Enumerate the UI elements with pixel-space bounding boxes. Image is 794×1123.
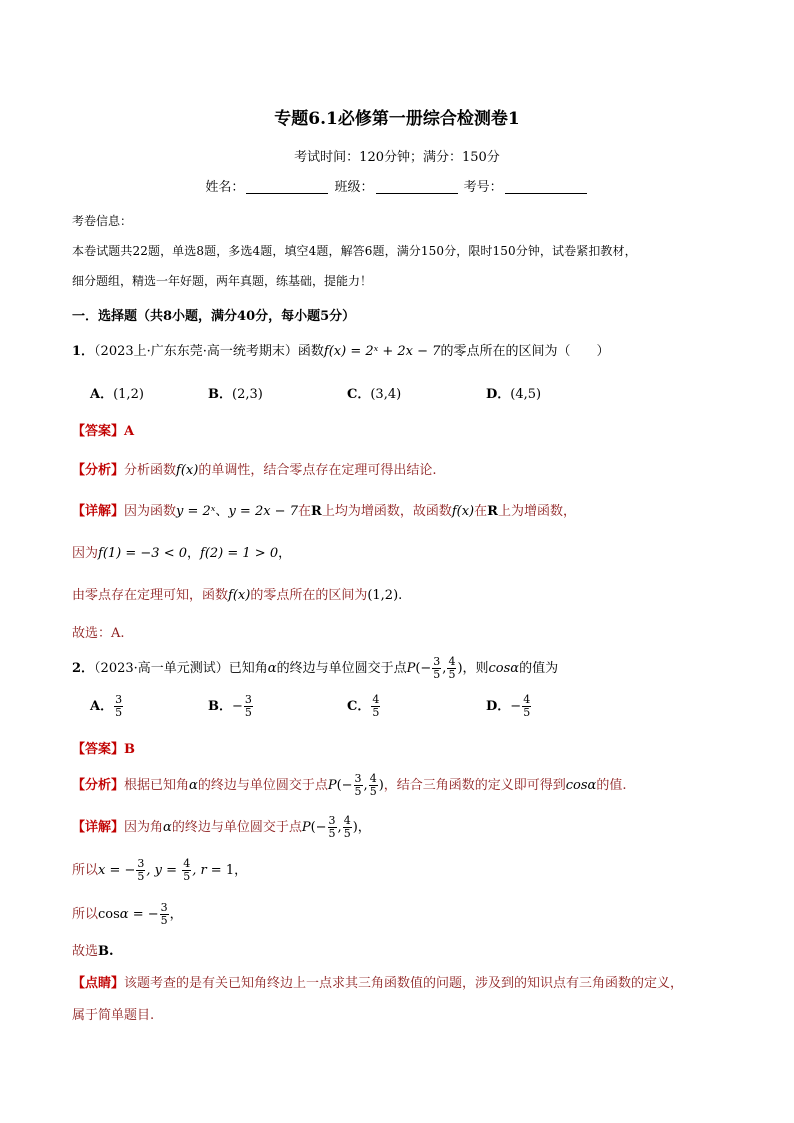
analysis-text: 分析函数	[124, 463, 177, 478]
analysis-tag: 【分析】	[72, 778, 125, 793]
analysis-tag: 【分析】	[72, 463, 125, 478]
math-fx: f(x)	[451, 504, 475, 519]
detail-text: 因为	[72, 546, 99, 561]
question-2-source: （2023·高一单元测试）	[94, 661, 229, 676]
question-2-stem: 已知角	[228, 661, 268, 676]
option-fraction	[244, 694, 253, 719]
q1-option-a[interactable]	[90, 383, 144, 402]
math-fx: f(x)	[176, 463, 199, 478]
info-line-2: 细分题组，精选一年好题，两年真题，练基础，提能力！	[72, 274, 373, 288]
numerator: 4	[372, 693, 380, 706]
math-expr: y = 2ˣ	[176, 504, 216, 519]
detail-text: 上为增函数，	[497, 504, 576, 519]
math-point: P	[327, 778, 337, 793]
choose-text: 故选	[72, 944, 99, 959]
info-heading: 考卷信息：	[72, 214, 133, 228]
option-value: (3,4)	[370, 387, 402, 402]
student-info-row	[0, 176, 794, 195]
point-coords: (− $\frac{3}{5}$ , $\frac{4}{5}$ )	[310, 814, 358, 840]
detail-text: 在	[474, 504, 488, 519]
math-cos: cosα	[488, 661, 520, 676]
separator: 、	[215, 504, 229, 519]
number-label: 考号：	[463, 180, 503, 195]
option-value: (2,3)	[232, 387, 263, 402]
comment-tag: 【点睛】	[72, 976, 125, 991]
q2-choose	[72, 940, 114, 959]
question-2-stem: 的终边与单位圆交于点	[276, 661, 407, 676]
detail-text: 在	[297, 504, 311, 519]
question-1-stem-b: 的零点所在的区间为（ ）	[440, 344, 610, 359]
q2-comment-line-2: 属于简单题目.	[72, 1008, 155, 1023]
class-label: 班级：	[334, 180, 374, 195]
denominator: 5	[115, 706, 123, 719]
option-label: D．	[486, 699, 511, 714]
q2-so-line-1: 所以x = − $\frac{3}{5}$ , y = $\frac{4}{5}$ , r = 1，	[72, 857, 248, 883]
class-blank	[376, 179, 458, 194]
math-expr: cosα = − $\frac{3}{5}$	[98, 901, 168, 927]
separator: ，	[278, 546, 292, 561]
math-point: P	[406, 661, 416, 676]
question-1	[72, 340, 609, 359]
q1-detail-line-2	[72, 542, 291, 561]
math-alpha: α	[189, 778, 198, 793]
q1-option-c[interactable]	[347, 383, 401, 402]
q1-detail-line-3	[72, 584, 402, 603]
q1-detail	[72, 500, 576, 519]
math-point: P	[301, 820, 311, 835]
option-value: (1,2)	[113, 387, 144, 402]
question-2-stem: ，则	[462, 661, 489, 676]
math-expr: f(2) = 1 > 0	[200, 546, 279, 561]
analysis-text: ，结合三角函数的定义即可得到	[383, 778, 566, 793]
option-label: C．	[347, 387, 371, 402]
name-blank	[246, 179, 328, 194]
detail-text: 由零点存在定理可知，函数	[72, 588, 229, 603]
q2-comment	[72, 972, 683, 991]
number-blank	[505, 179, 587, 194]
question-1-source: （2023上·广东东莞·高一统考期末）	[94, 344, 298, 359]
q2-analysis	[72, 773, 626, 798]
answer-value: B	[124, 742, 136, 757]
analysis-text: 的终边与单位圆交于点	[197, 778, 328, 793]
detail-text: 的终边与单位圆交于点	[171, 820, 302, 835]
denominator: 5	[244, 706, 252, 719]
option-value: (4,5)	[510, 387, 542, 402]
question-1-function: f(x) = 2ˣ + 2x − 7	[323, 344, 441, 359]
detail-text: 的零点所在的区间为	[250, 588, 368, 603]
q2-option-d[interactable]	[486, 694, 532, 719]
q1-choose: 故选：A.	[72, 626, 125, 641]
question-2	[72, 656, 558, 681]
option-label: B．	[208, 699, 232, 714]
choose-value: B.	[98, 944, 114, 959]
numerator: 4	[523, 693, 531, 706]
numerator: 3	[244, 693, 252, 706]
option-label: A．	[90, 699, 114, 714]
option-label: B．	[208, 387, 232, 402]
math-alpha: α	[267, 661, 277, 676]
q2-option-b[interactable]	[208, 694, 254, 719]
q2-option-c[interactable]	[347, 694, 381, 719]
math-R: R	[311, 504, 322, 519]
comment-text: 该题考查的是有关已知角终边上一点求其三角函数值的问题，涉及到的知识点有三角函数的定义，	[124, 976, 684, 991]
analysis-text: 根据已知角	[124, 778, 190, 793]
math-expr: y = 2x − 7	[228, 504, 298, 519]
option-fraction	[371, 694, 380, 719]
denominator: 5	[372, 706, 380, 719]
detail-text: 因为函数	[124, 504, 177, 519]
answer-tag: 【答案】	[72, 742, 125, 757]
math-expr: f(1) = −3 < 0	[98, 546, 187, 561]
q1-option-d[interactable]	[486, 383, 541, 402]
math-R: R	[487, 504, 498, 519]
detail-text: 所以	[72, 907, 99, 922]
q1-analysis	[72, 459, 436, 478]
question-2-number: 2．	[72, 661, 95, 676]
question-2-stem: 的值为	[519, 661, 559, 676]
question-1-number: 1．	[72, 344, 95, 359]
numerator: 3	[115, 693, 123, 706]
answer-value: A	[124, 424, 135, 439]
separator: .	[398, 588, 403, 603]
q1-option-b[interactable]	[208, 383, 263, 402]
option-fraction	[114, 694, 123, 719]
q2-so-line-2: 所以cosα = − $\frac{3}{5}$ ，	[72, 901, 183, 927]
option-fraction	[522, 694, 531, 719]
name-label: 姓名：	[205, 180, 245, 195]
section-heading: 一．选择题（共8小题，满分40分，每小题5分）	[72, 309, 356, 324]
option-sign: −	[232, 699, 243, 714]
option-label: D．	[486, 387, 511, 402]
option-label: A．	[90, 387, 114, 402]
q2-answer	[72, 738, 135, 757]
option-label: C．	[347, 699, 371, 714]
question-1-stem-a: 函数	[297, 344, 324, 359]
math-fx: f(x)	[228, 588, 251, 603]
q1-answer	[72, 420, 134, 439]
detail-text: 所以	[72, 863, 99, 878]
denominator: 5	[523, 706, 531, 719]
detail-tag: 【详解】	[72, 504, 125, 519]
separator: ，	[357, 820, 371, 835]
analysis-text: 的值.	[596, 778, 627, 793]
answer-tag: 【答案】	[72, 424, 125, 439]
detail-text: 上均为增函数，故函数	[321, 504, 452, 519]
point-coords: (− $\frac{3}{5}$ , $\frac{4}{5}$ )	[336, 772, 384, 798]
analysis-text: 的单调性，结合零点存在定理可得出结论.	[198, 463, 437, 478]
detail-text: 因为角	[124, 820, 164, 835]
math-interval: (1,2)	[367, 588, 399, 603]
math-cos: cosα	[565, 778, 597, 793]
info-line-1: 本卷试题共22题，单选8题，多选4题，填空4题，解答6题，满分150分，限时150分钟，试卷紧扣教材，	[72, 244, 637, 258]
option-sign: −	[510, 699, 522, 714]
math-expr: x = − $\frac{3}{5}$ , y = $\frac{4}{5}$ , r = 1	[98, 857, 235, 883]
q2-detail	[72, 815, 371, 840]
detail-tag: 【详解】	[72, 820, 125, 835]
point-coords: (− $\frac{3}{5}$ , $\frac{4}{5}$ )	[415, 655, 463, 681]
page-title: 专题6.1必修第一册综合检测卷1	[274, 109, 520, 129]
separator: ，	[187, 546, 201, 561]
q2-option-a[interactable]	[90, 694, 124, 719]
exam-time-info: 考试时间：120分钟；满分：150分	[294, 150, 500, 165]
math-alpha: α	[163, 820, 172, 835]
